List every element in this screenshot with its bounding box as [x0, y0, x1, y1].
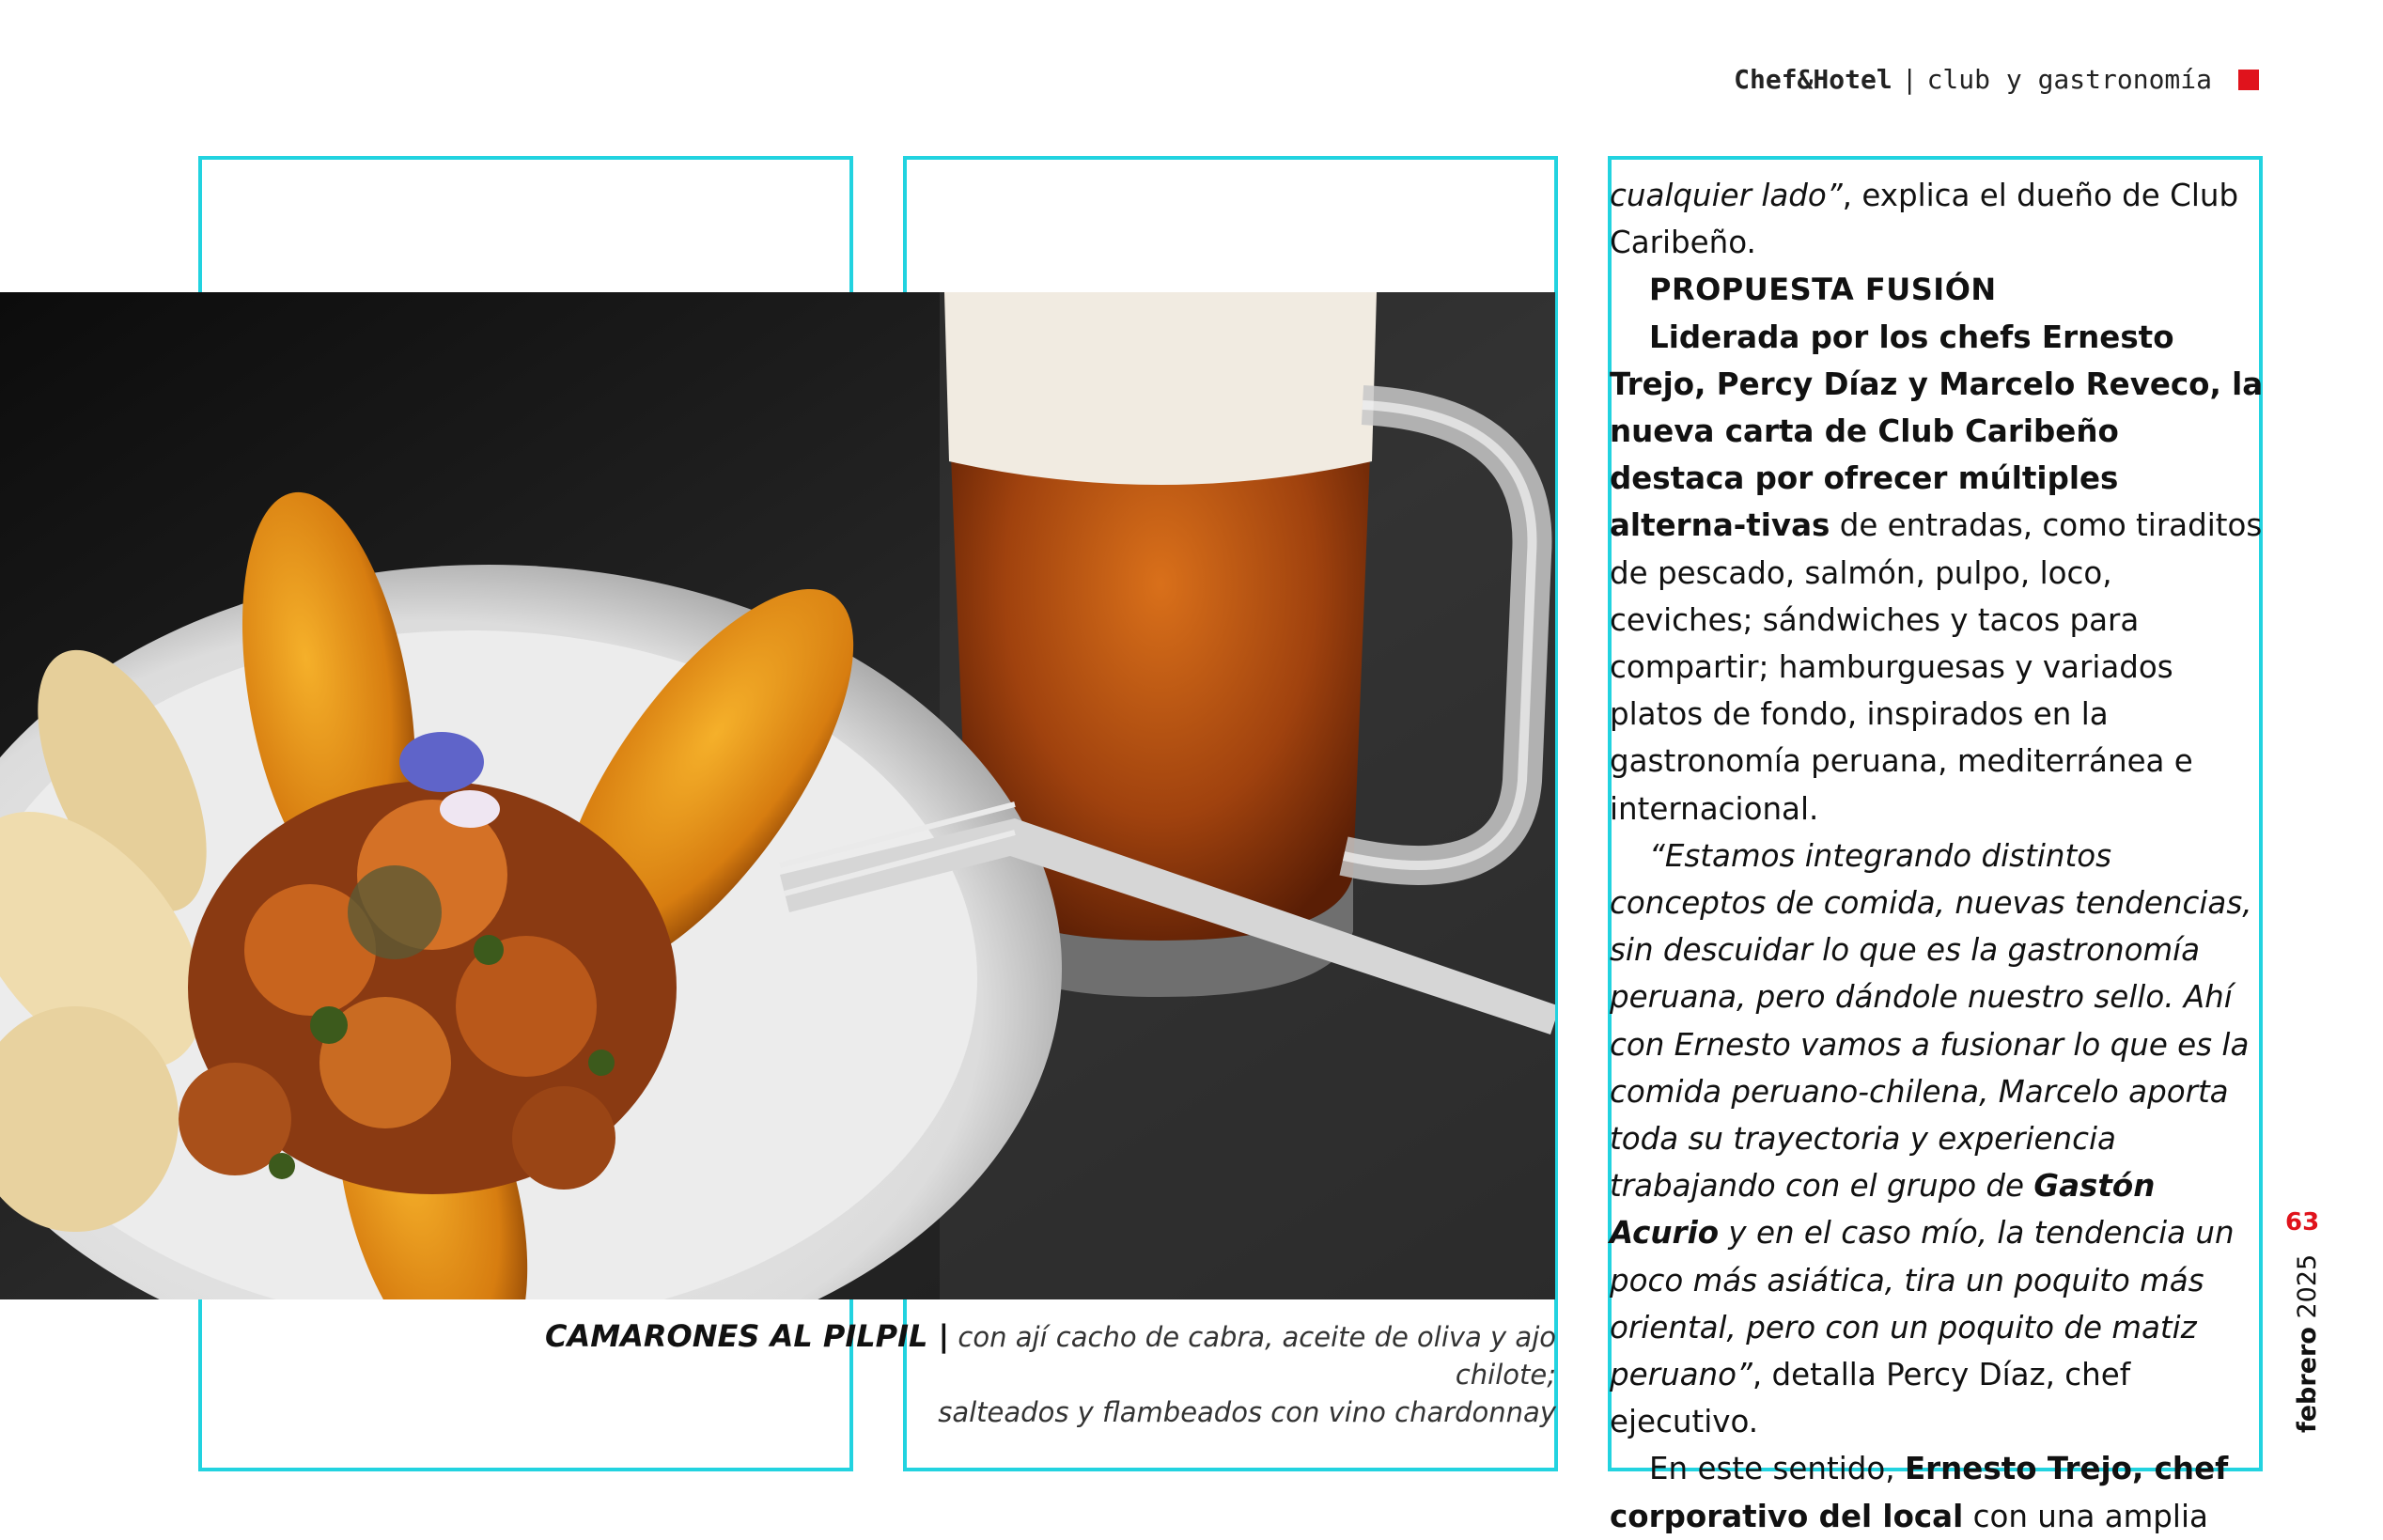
caption-title: CAMARONES AL PILPIL | [545, 1318, 950, 1354]
caption-text-2: salteados y flambeados con vino chardonnay [938, 1396, 1556, 1428]
p3-italic-1: “Estamos integrando distintos conceptos de comida, nuevas tendencias, sin descuidar lo que es la gastronomía peruana, pero dándole nuestro sello. Ahí con Ernesto vamos a fusionar lo que es la comida peruano-chilena, Marcelo aporta toda su trayectoria y experiencia trabajando con el grupo de [1610, 837, 2252, 1205]
paragraph-1 [1610, 172, 2264, 266]
article-column [1610, 172, 2264, 1540]
subheading: PROPUESTA FUSIÓN [1649, 272, 1997, 308]
issue-year: 2025 [2293, 1253, 2322, 1319]
red-square-icon [2238, 70, 2259, 90]
caption-line-1 [522, 1317, 1556, 1393]
p4-bold: Ernesto Trejo, chef corporativo del local [1610, 1451, 2229, 1534]
header-brand: Chef&Hotel [1734, 64, 1892, 95]
p2-rest: de entradas, como tiraditos de pescado, salmón, pulpo, loco, ceviches; sándwiches y tacos para compartir; hamburguesas y variados platos de fondo, inspirados en la gastronomía peruana, mediterránea e internacional. [1610, 507, 2263, 827]
issue-date [2293, 1254, 2322, 1433]
p3-rest: , detalla Percy Díaz, chef ejecutivo. [1610, 1357, 2131, 1440]
food-photo [0, 292, 1555, 1299]
paragraph-4 [1610, 1445, 2264, 1539]
paragraph-2 [1610, 314, 2264, 832]
p3-italic-2: y en el caso mío, la tendencia un poco más asiática, tira un poquito más oriental, pero con un poquito de matiz peruano” [1610, 1215, 2235, 1393]
p4-rest: con una amplia [1963, 1498, 2208, 1534]
page-header [1734, 64, 2259, 95]
photo-caption [522, 1317, 1556, 1431]
p2-bold: Liderada por los chefs Ernesto Trejo, Percy Díaz y Marcelo Reveco, la nueva carta de Club Caribeño destaca por ofrecer múltiples alterna-tivas [1610, 319, 2264, 544]
page-number: 63 [2285, 1208, 2320, 1237]
paragraph-3 [1610, 832, 2264, 1446]
p1-italic: cualquier lado” [1610, 178, 1843, 213]
issue-month: febrero [2293, 1327, 2322, 1433]
p3-bold-italic: Gastón Acurio [1610, 1168, 2156, 1252]
caption-text-1: con ají cacho de cabra, aceite de oliva y ajo chilote; [958, 1321, 1556, 1391]
header-separator: | [1901, 64, 1918, 95]
p4-start: En este sentido, [1649, 1451, 1905, 1487]
header-section: club y gastronomía [1926, 64, 2212, 95]
p1-rest: , explica el dueño de Club Caribeño. [1610, 178, 2239, 261]
